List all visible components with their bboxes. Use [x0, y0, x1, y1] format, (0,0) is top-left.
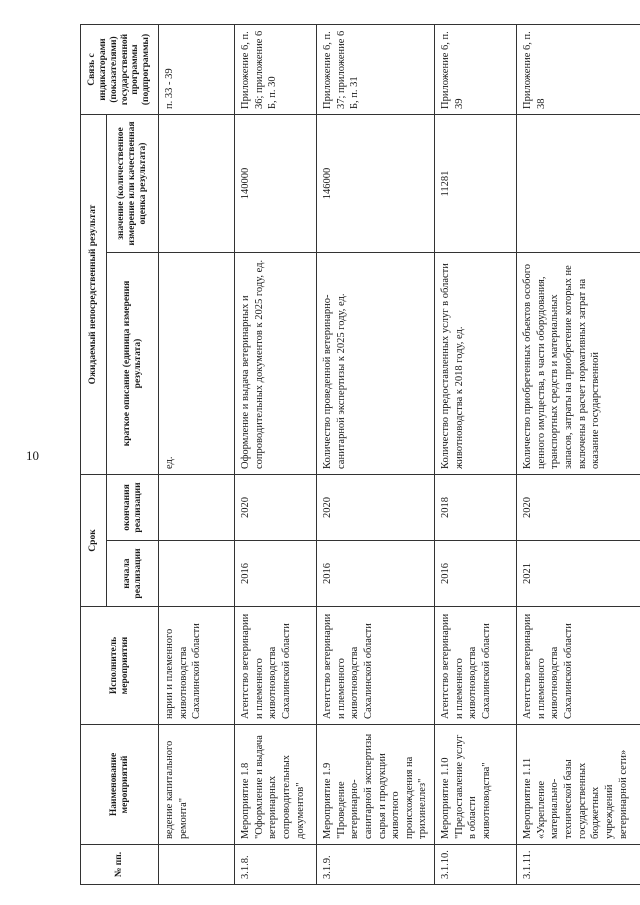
table-row: [517, 25, 640, 885]
table-row: [435, 25, 517, 885]
header-name: Наименование мероприятий: [81, 725, 159, 845]
table-header: [81, 25, 159, 885]
cell-end: 2020: [517, 475, 640, 541]
cell-value: 146000: [317, 115, 435, 253]
table-row: [317, 25, 435, 885]
header-term-end: окончания реализации: [107, 475, 159, 541]
header-term-start: начала реализации: [107, 541, 159, 607]
cell-value: [517, 115, 640, 253]
cell-no: 3.1.11.: [517, 845, 640, 885]
activities-table: [80, 24, 640, 885]
cell-executor: нарии и племенного животноводства Сахалинской области: [159, 607, 235, 725]
table-row: [235, 25, 317, 885]
cell-no: [159, 845, 235, 885]
cell-start: [159, 541, 235, 607]
cell-name: ведение капитального ремонта": [159, 725, 235, 845]
page-number: 10: [26, 448, 39, 463]
cell-link: Приложение 6, п. 36; приложение 6 Б, п. 30: [235, 25, 317, 115]
table-body: [159, 25, 640, 885]
header-link: Связь с индикаторами (показателями) государственной программы (подпрограммы): [81, 25, 159, 115]
cell-desc: Количество предоставленных услуг в области животноводства к 2018 году, ед.: [435, 253, 517, 475]
cell-name: Мероприятие 1.8 "Оформление и выдача ветеринарных сопроводительных документов": [235, 725, 317, 845]
cell-desc: Оформление и выдача ветеринарных и сопроводительных документов к 2025 году, ед.: [235, 253, 317, 475]
cell-start: 2016: [317, 541, 435, 607]
cell-end: 2018: [435, 475, 517, 541]
cell-executor: Агентство ветеринарии и племенного животноводства Сахалинской области: [235, 607, 317, 725]
rotated-table-sheet: [80, 25, 640, 885]
cell-end: 2020: [235, 475, 317, 541]
header-result-group: Ожидаемый непосредственный результат: [81, 115, 107, 475]
cell-desc: ед.: [159, 253, 235, 475]
cell-no: 3.1.8.: [235, 845, 317, 885]
header-result-desc: краткое описание (единица измерения результата): [107, 253, 159, 475]
cell-desc: Количество проведенной ветеринарно-санитарной экспертизы к 2025 году, ед.: [317, 253, 435, 475]
cell-link: Приложение 6, п. 37; приложение 6 Б, п. 31: [317, 25, 435, 115]
header-executor: Исполнитель мероприятия: [81, 607, 159, 725]
header-result-value: значение (количественное измерение или качественная оценка результата): [107, 115, 159, 253]
cell-executor: Агентство ветеринарии и племенного животноводства Сахалинской области: [317, 607, 435, 725]
cell-desc: Количество приобретенных объектов особого ценного имущества, в части оборудования, транспортных средств и материальных запасов, затраты на приобретение которых не включены в расчет нормативных затрат на оказание государственной: [517, 253, 640, 475]
cell-name: Мероприятие 1.9 "Проведение ветеринарно-санитарной экспертизы сырья и продукции животного происхождения на трихинеллез": [317, 725, 435, 845]
cell-start: 2021: [517, 541, 640, 607]
header-term-group: Срок: [81, 475, 107, 607]
table-row: [159, 25, 235, 885]
cell-no: 3.1.9.: [317, 845, 435, 885]
cell-link: Приложение 6, п. 39: [435, 25, 517, 115]
cell-value: 140000: [235, 115, 317, 253]
cell-value: [159, 115, 235, 253]
header-no: № пп.: [81, 845, 159, 885]
cell-link: п. 33 - 39: [159, 25, 235, 115]
cell-executor: Агентство ветеринарии и племенного животноводства Сахалинской области: [435, 607, 517, 725]
cell-name: Мероприятие 1.10 "Предоставление услуг в области животноводства": [435, 725, 517, 845]
cell-no: 3.1.10.: [435, 845, 517, 885]
cell-executor: Агентство ветеринарии и племенного животноводства Сахалинской области: [517, 607, 640, 725]
cell-end: 2020: [317, 475, 435, 541]
cell-value: 11281: [435, 115, 517, 253]
cell-end: [159, 475, 235, 541]
cell-link: Приложение 6, п. 38: [517, 25, 640, 115]
cell-name: Мероприятие 1.11 «Укрепление материально-технической базы государственных бюджетных учреждений ветеринарной сети»: [517, 725, 640, 845]
cell-start: 2016: [235, 541, 317, 607]
cell-start: 2016: [435, 541, 517, 607]
